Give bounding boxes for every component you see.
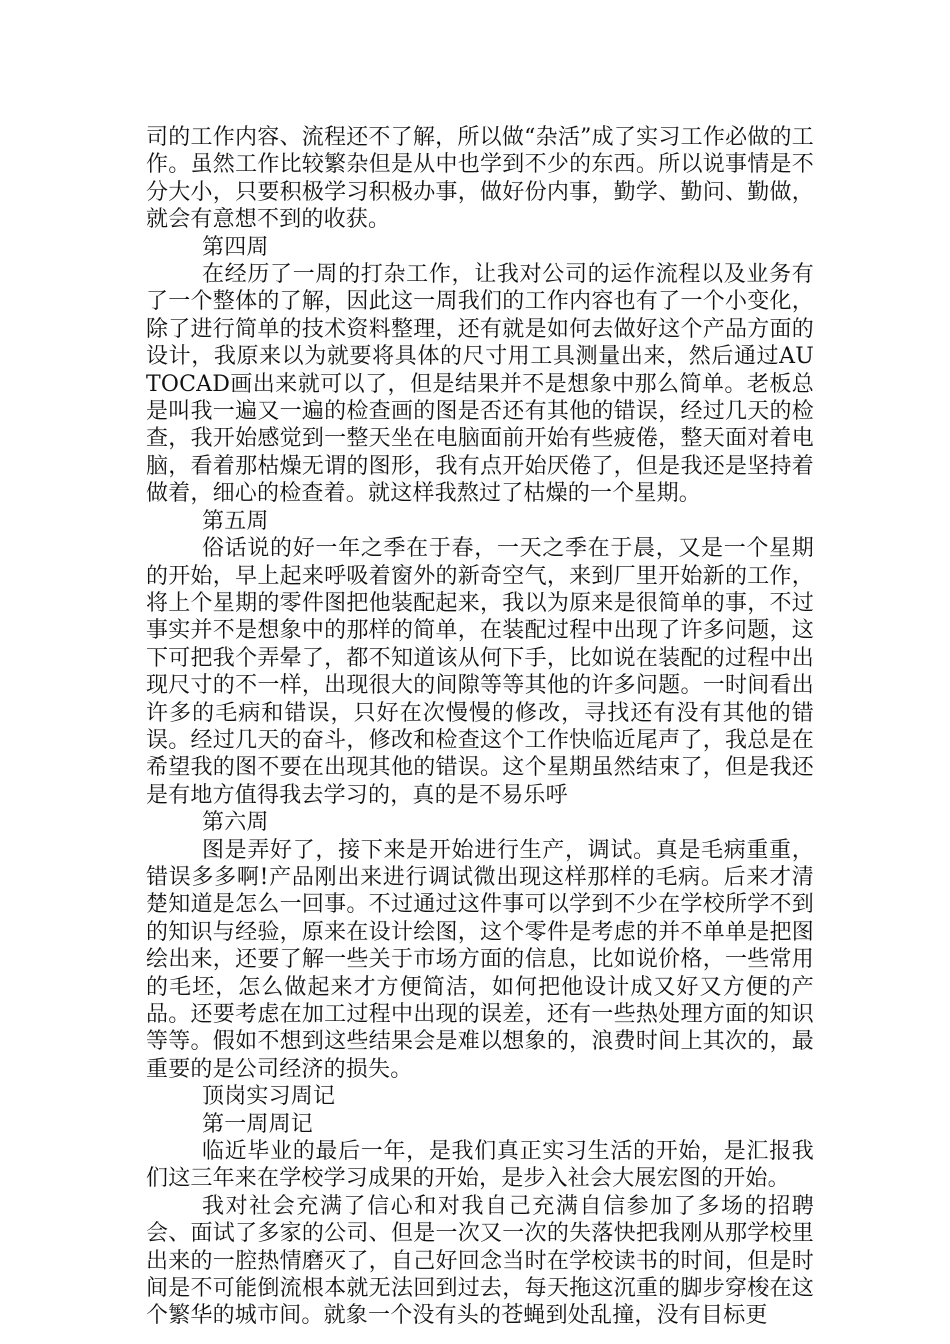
paragraph-intro: 司的工作内容、流程还不了解，所以做“杂活”成了实习工作必做的工作。虽然工作比较繁杂但是从中也学到不少的东西。所以说事情是不分大小，只要积极学习积极办事，做好份内事，勤学、勤问、勤做，就会有意想不到的收获。 [146,125,814,233]
paragraph-week-six: 图是弄好了，接下来是开始进行生产，调试。真是毛病重重，错误多多啊!产品刚出来进行调试微出现这样那样的毛病。后来才清楚知道是怎么一回事。不过通过这件事可以学到不少在学校所学不到的知识与经验，原来在设计绘图，这个零件是考虑的并不单单是把图绘出来，还要了解一些关于市场方面的信息，比如说价格，一些常用的毛坯，怎么做起来才方便简洁，如何把他设计成又好又方便的产品。还要考虑在加工过程中出现的误差，还有一些热处理方面的知识等等。假如不想到这些结果会是难以想象的，浪费时间上其次的，最重要的是公司经济的损失。 [146,837,814,1082]
paragraph-week-four: 在经历了一周的打杂工作，让我对公司的运作流程以及业务有了一个整体的了解，因此这一周我们的工作内容也有了一个小变化，除了进行简单的技术资料整理，还有就是如何去做好这个产品方面的设计，我原来以为就要将具体的尺寸用工具测量出来，然后通过AUTOCAD画出来就可以了，但是结果并不是想象中那么简单。老板总是叫我一遍又一遍的检查画的图是否还有其他的错误，经过几天的检查，我开始感觉到一整天坐在电脑面前开始有些疲倦，整天面对着电脑，看着那枯燥无谓的图形，我有点开始厌倦了，但是我还是坚持着做着，细心的检查着。就这样我熬过了枯燥的一个星期。 [146,262,814,507]
heading-week-five: 第五周 [202,508,269,534]
heading-internship-journal: 顶岗实习周记 [202,1084,336,1110]
paragraph-first-week-b: 我对社会充满了信心和对我自己充满自信参加了多场的招聘会、面试了多家的公司、但是一次又一次的失落快把我刚从那学校里出来的一腔热情磨灭了，自己好回念当时在学校读书的时间，但是时间是不可能倒流根本就无法回到过去，每天拖这沉重的脚步穿梭在这个繁华的城市间。就象一个没有头的苍蝇到处乱撞，没有目标更 [146,1193,814,1329]
document-page [146,124,814,1330]
paragraph-week-five: 俗话说的好一年之季在于春，一天之季在于晨，又是一个星期的开始，早上起来呼吸着窗外的新奇空气，来到厂里开始新的工作，将上个星期的零件图把他装配起来，我以为原来是很简单的事，不过事实并不是想象中的那样的简单，在装配过程中出现了许多问题，这下可把我个弄晕了，都不知道该从何下手，比如说在装配的过程中出现尺寸的不一样，出现很大的间隙等等其他的许多问题。一时间看出许多的毛病和错误，只好在次慢慢的修改，寻找还有没有其他的错误。经过几天的奋斗，修改和检查这个工作快临近尾声了，我总是在希望我的图不要在出现其他的错误。这个星期虽然结束了，但是我还是有地方值得我去学习的，真的是不易乐呼 [146,536,814,808]
heading-week-four: 第四周 [202,234,269,260]
heading-week-six: 第六周 [202,810,269,836]
heading-first-week-journal: 第一周周记 [202,1111,314,1137]
paragraph-first-week-a: 临近毕业的最后一年，是我们真正实习生活的开始，是汇报我们这三年来在学校学习成果的开始，是步入社会大展宏图的开始。 [146,1139,814,1192]
